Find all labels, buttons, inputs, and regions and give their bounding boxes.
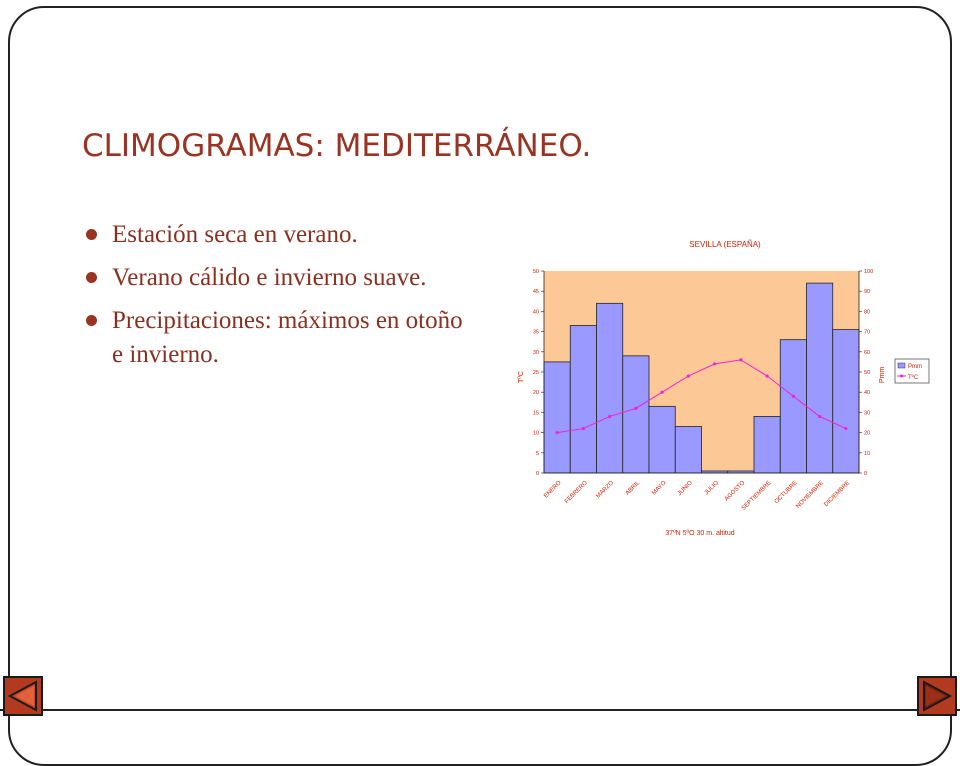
chart-subtitle: 37ºN 5ºO 30 m. altitud [665, 530, 735, 537]
y-right-tick-label: 80 [864, 309, 871, 316]
y-left-tick-label: 15 [532, 410, 539, 417]
y-right-tick-label: 90 [864, 289, 871, 296]
legend-label-pmm: Pmm [908, 364, 922, 370]
bullet-dot-icon [86, 272, 97, 283]
y-right-tick-label: 40 [864, 390, 871, 397]
precip-bar [754, 416, 780, 473]
precip-bar [623, 356, 649, 473]
bullet-list [84, 218, 464, 381]
x-tick-label: MARZO [595, 480, 616, 500]
y-left-tick-label: 50 [532, 269, 539, 275]
y-right-tick-label: 30 [864, 410, 871, 417]
temperature-point [739, 358, 742, 361]
x-tick-label: AGOSTO [723, 480, 747, 503]
temperature-point [844, 427, 847, 430]
legend-marker [900, 375, 903, 378]
temperature-point [556, 431, 559, 434]
legend [895, 359, 929, 383]
precip-bar [570, 326, 596, 473]
y-right-tick-label: 50 [864, 370, 871, 376]
bullet-text: Precipitaciones: máximos en otoño e invierno. [112, 307, 463, 368]
chart-title: SEVILLA (ESPAÑA) [689, 240, 761, 249]
temperature-point [687, 374, 690, 377]
y-left-tick-label: 20 [532, 390, 539, 397]
bullet-dot-icon [86, 229, 97, 240]
y-left-tick-label: 25 [532, 370, 539, 376]
y-left-tick-label: 10 [532, 430, 539, 437]
precip-bar [675, 427, 701, 473]
precip-bar [807, 283, 833, 473]
y-right-tick-label: 0 [864, 471, 868, 477]
x-tick-label: NOVIEMBRE [795, 480, 826, 510]
y-left-tick-label: 40 [532, 309, 539, 316]
legend-bar-swatch [898, 363, 905, 368]
x-tick-label: FEBRERO [564, 480, 589, 505]
climograph-chart [500, 225, 930, 545]
y-right-tick-label: 60 [864, 349, 871, 356]
x-tick-label: SEPTIEMBRE [740, 480, 773, 512]
y-right-tick-label: 100 [864, 269, 874, 275]
temperature-point [818, 415, 821, 418]
y-axis-left-label: TºC [518, 371, 525, 383]
temperature-point [792, 395, 795, 398]
precip-bar [780, 340, 806, 473]
y-left-tick-label: 0 [535, 471, 539, 477]
precip-bar [597, 303, 623, 473]
temperature-point [661, 391, 664, 394]
temperature-point [766, 374, 769, 377]
legend-label-temp: TºC [908, 375, 919, 381]
y-left-tick-label: 35 [532, 329, 539, 336]
precip-bar [833, 330, 859, 473]
slide-title: CLIMOGRAMAS: MEDITERRÁNEO. [82, 128, 592, 164]
precip-bar [649, 406, 675, 473]
x-tick-label: JUNIO [676, 480, 694, 498]
x-tick-label: OCTUBRE [773, 480, 799, 506]
bullet-text: Verano cálido e invierno suave. [112, 264, 427, 291]
x-tick-label: MAYO [651, 480, 668, 497]
precip-bar [544, 362, 570, 473]
y-right-tick-label: 20 [864, 430, 871, 437]
temperature-point [713, 362, 716, 365]
bottom-rule [0, 709, 960, 711]
bullet-item [84, 304, 464, 372]
x-tick-label: JULIO [703, 480, 721, 497]
bullet-item [84, 261, 464, 295]
y-left-tick-label: 30 [532, 349, 539, 356]
temperature-point [634, 407, 637, 410]
bullet-text: Estación seca en verano. [112, 221, 358, 248]
y-axis-right-label: Pmm [879, 366, 886, 384]
x-tick-label: ABRIL [624, 480, 642, 497]
y-left-tick-label: 5 [535, 450, 539, 457]
temperature-point [582, 427, 585, 430]
left-arrow-icon[interactable] [3, 676, 43, 716]
x-tick-label: DICIEMBRE [823, 480, 852, 508]
y-left-tick-label: 45 [532, 289, 539, 296]
bullet-dot-icon [86, 315, 97, 326]
y-right-tick-label: 70 [864, 329, 871, 336]
temperature-point [608, 415, 611, 418]
x-tick-label: ENERO [543, 480, 563, 500]
y-right-tick-label: 10 [864, 450, 871, 457]
right-arrow-icon[interactable] [917, 676, 957, 716]
bullet-item [84, 218, 464, 252]
